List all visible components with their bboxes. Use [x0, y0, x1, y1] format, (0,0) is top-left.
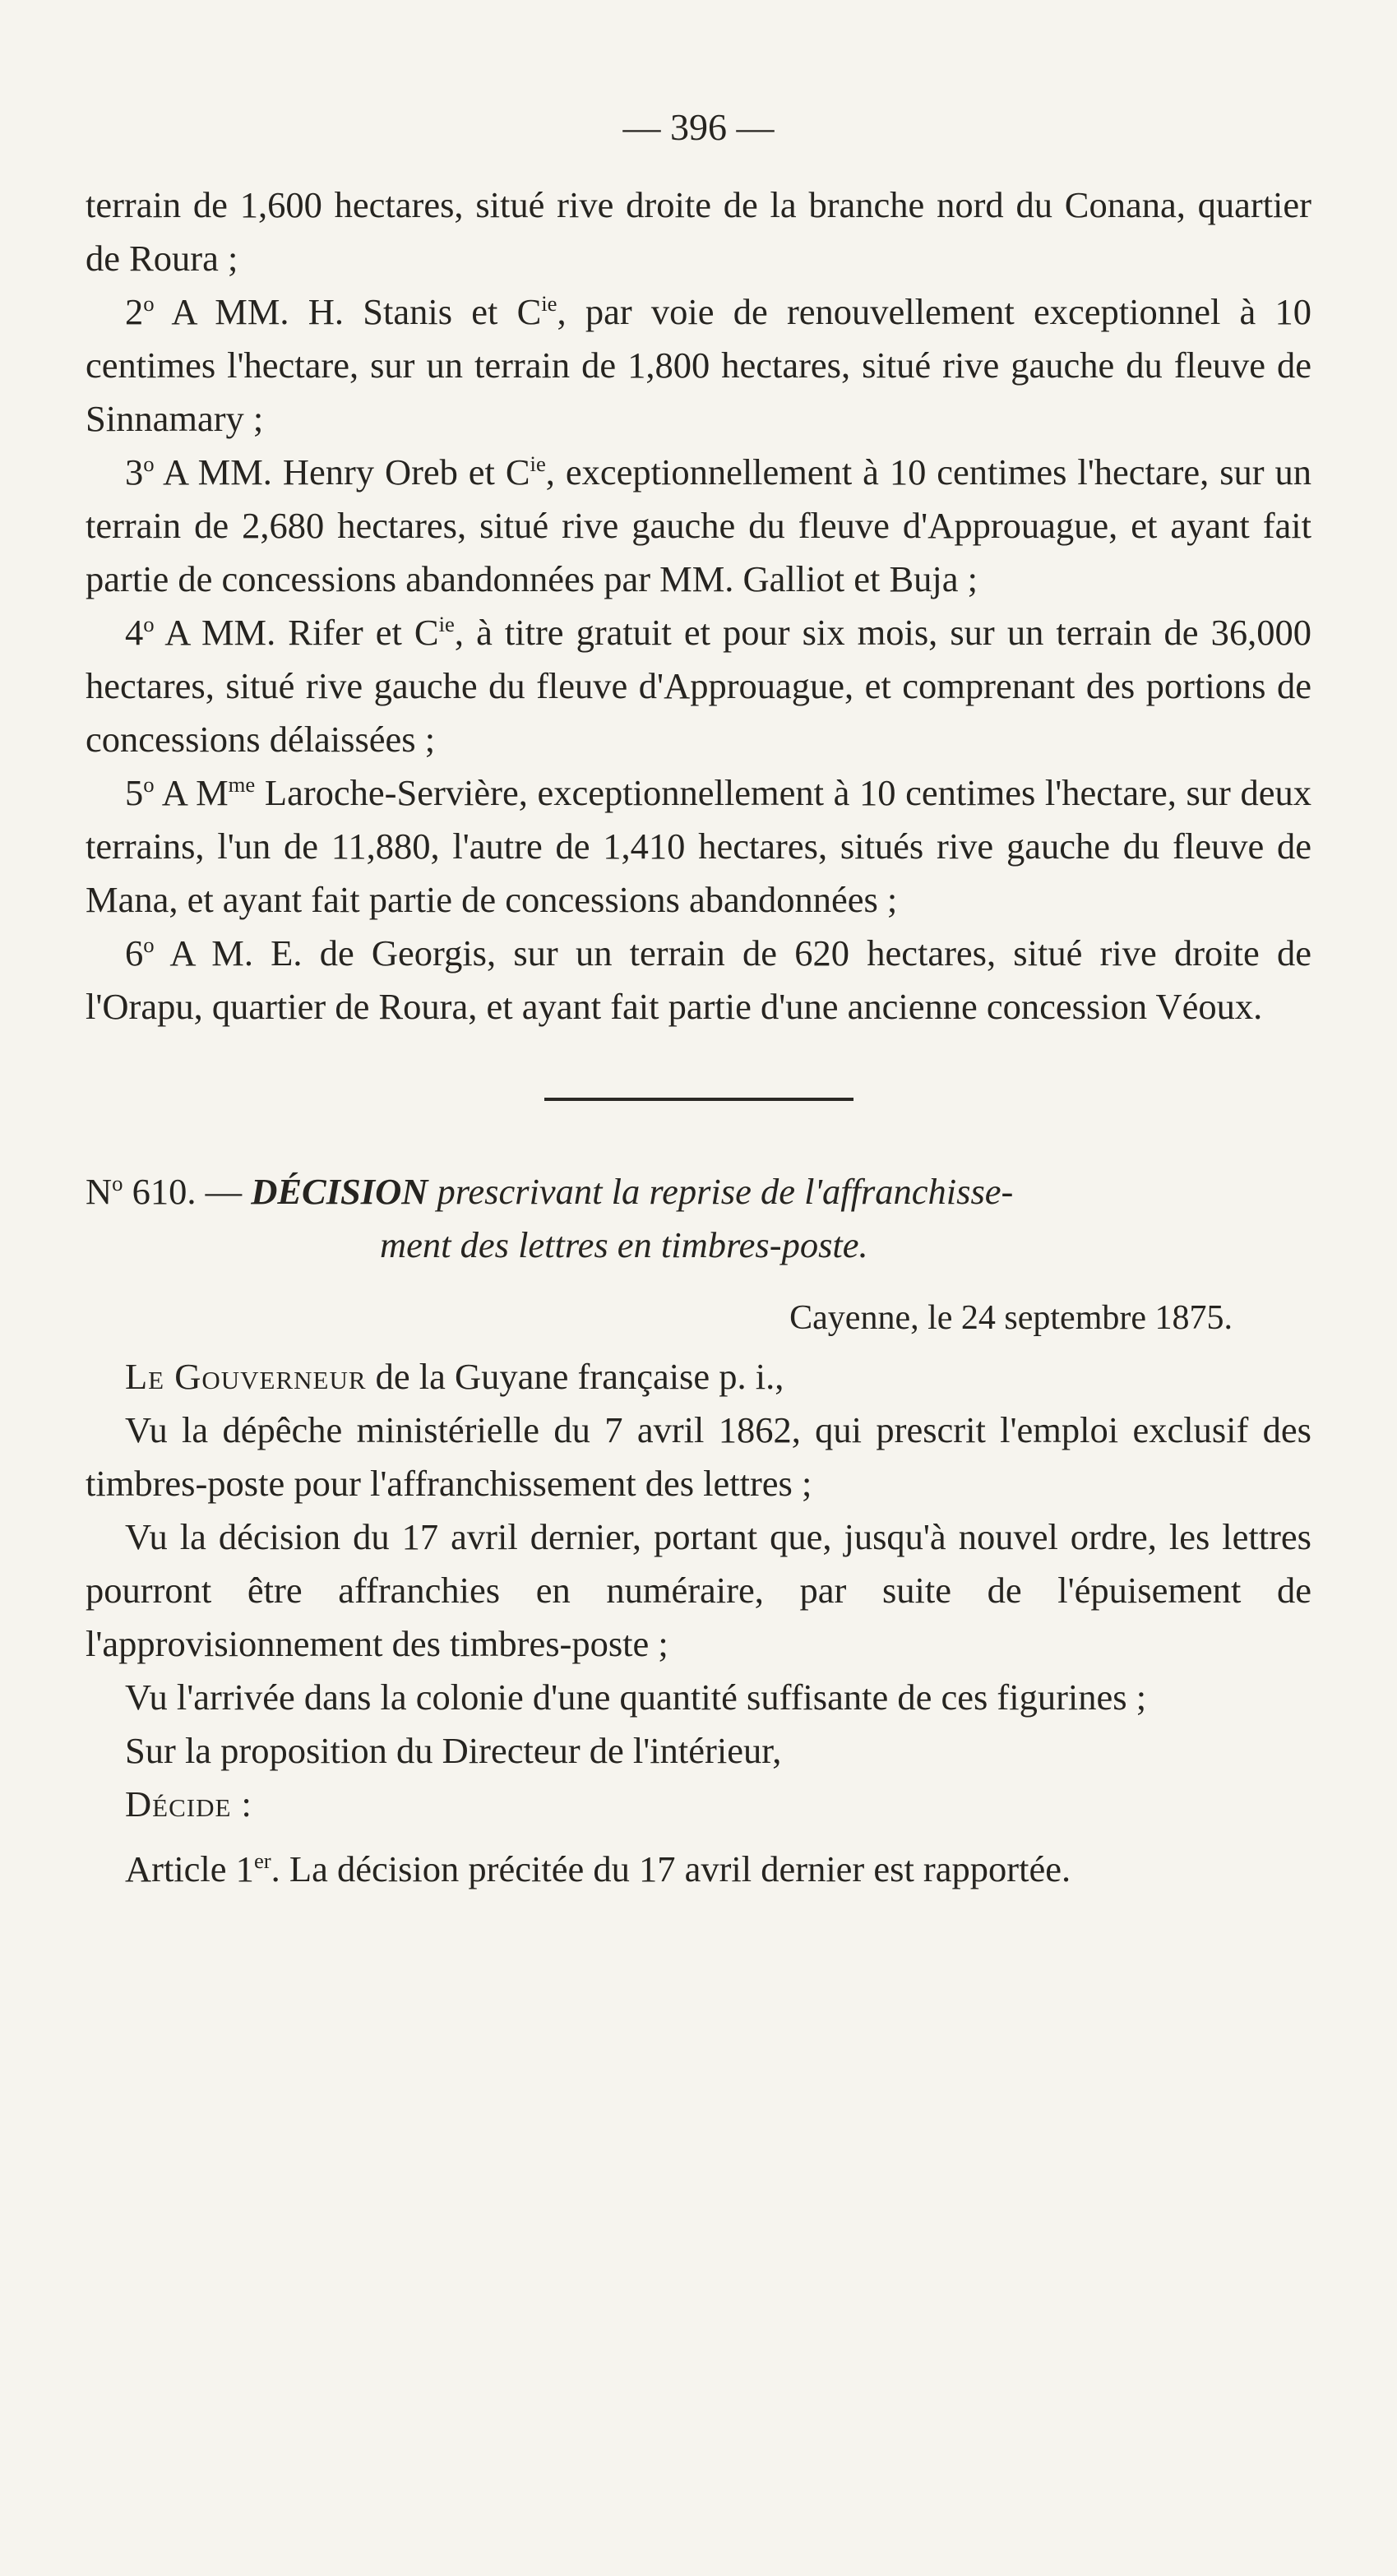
decide-line [86, 1778, 1311, 1831]
item-number: 2 [125, 291, 144, 332]
company-sup: ie [541, 291, 557, 317]
item-number-sup: o [143, 451, 155, 477]
item-number: 5 [125, 772, 144, 813]
article-label: Article 1 [125, 1848, 254, 1889]
item-number: 4 [125, 612, 144, 653]
item-text: A MM. Rifer et C [154, 612, 439, 653]
item-text-cont: , exceptionnellement à 10 centimes l'hectare, sur un terrain de 2,680 hectares, situé rive gauche du fleuve d'Approuague, et ayant fait partie de concessions abandonnées par MM. Galliot et Buja ; [86, 451, 1311, 599]
item-number-sup: o [143, 612, 155, 637]
decision-number: 610. [123, 1171, 197, 1212]
item-text-cont: , à titre gratuit et pour six mois, sur un terrain de 36,000 hectares, situé rive gauche du fleuve d'Approuague, et comprenant des portions de concessions délaissées ; [86, 612, 1311, 760]
item-text: A MM. H. Stanis et C [154, 291, 542, 332]
article-text: . La décision précitée du 17 avril dernier est rapportée. [271, 1848, 1071, 1889]
spacer [86, 1831, 1311, 1843]
decision-number-label: N [86, 1171, 113, 1212]
item-text: A M [154, 772, 229, 813]
list-continuation: terrain de 1,600 hectares, situé rive droite de la branche nord du Conana, quartier de Roura ; [86, 184, 1311, 279]
decide-word: Décide : [125, 1783, 252, 1824]
item-text-cont: , par voie de renouvellement exceptionnel à 10 centimes l'hectare, sur un terrain de 1,800 hectares, situé rive gauche du fleuve de Sinnamary ; [86, 291, 1312, 439]
item-number-sup: o [143, 932, 155, 958]
governor-title: Le Gouverneur [125, 1356, 367, 1397]
governor-line [86, 1350, 1311, 1404]
considerant-3: Vu l'arrivée dans la colonie d'une quantité suffisante de ces figurines ; [125, 1676, 1147, 1718]
section-divider [86, 1034, 1311, 1165]
proposition-line: Sur la proposition du Directeur de l'intérieur, [125, 1730, 782, 1771]
item-text-cont: A M. E. de Georgis, sur un terrain de 620 hectares, situé rive droite de l'Orapu, quartier de Roura, et ayant fait partie d'une ancienne concession Véoux. [86, 932, 1311, 1027]
title-sup: me [228, 772, 256, 798]
decision-heading [86, 1165, 1311, 1219]
considerant-2: Vu la décision du 17 avril dernier, portant que, jusqu'à nouvel ordre, les lettres pourront être affranchies en numéraire, par suite de l'épuisement de l'approvisionnement des timbres-poste ; [86, 1516, 1311, 1664]
page-number: — 396 — [622, 106, 775, 148]
item-text: A MM. Henry Oreb et C [154, 451, 530, 493]
company-sup: ie [530, 451, 546, 477]
divider-rule [544, 1098, 853, 1101]
company-sup: ie [438, 612, 455, 637]
item-number-sup: o [143, 772, 155, 798]
dateline: Cayenne, le 24 septembre 1875. [789, 1299, 1233, 1337]
list-item-3 [86, 446, 1311, 606]
item-text-cont: Laroche-Servière, exceptionnellement à 10 centimes l'hectare, sur deux terrains, l'un de 11,880, l'autre de 1,410 hectares, situés rive gauche du fleuve de Mana, et ayant fait partie de concessions abandonnées ; [86, 772, 1312, 920]
list-item-4 [86, 606, 1311, 766]
list-item-2 [86, 285, 1311, 446]
decision-title-line1: prescrivant la reprise de l'affranchisse- [428, 1171, 1014, 1212]
article-1 [86, 1843, 1311, 1896]
article-sup: er [253, 1848, 271, 1874]
decision-title-line2: ment des lettres en timbres-poste. [380, 1224, 868, 1265]
decision-number-sup: o [112, 1171, 123, 1196]
list-item-5 [86, 766, 1311, 927]
decision-title-keyword: DÉCISION [251, 1171, 428, 1212]
item-number: 6 [125, 932, 144, 974]
item-number-sup: o [143, 291, 155, 317]
list-item-6 [86, 927, 1311, 1034]
decision-dash: — [196, 1171, 252, 1212]
item-number: 3 [125, 451, 144, 493]
governor-rest: de la Guyane française p. i., [366, 1356, 784, 1397]
considerant-1: Vu la dépêche ministérielle du 7 avril 1862, qui prescrit l'emploi exclusif des timbres-poste pour l'affranchissement des lettres ; [86, 1409, 1311, 1504]
